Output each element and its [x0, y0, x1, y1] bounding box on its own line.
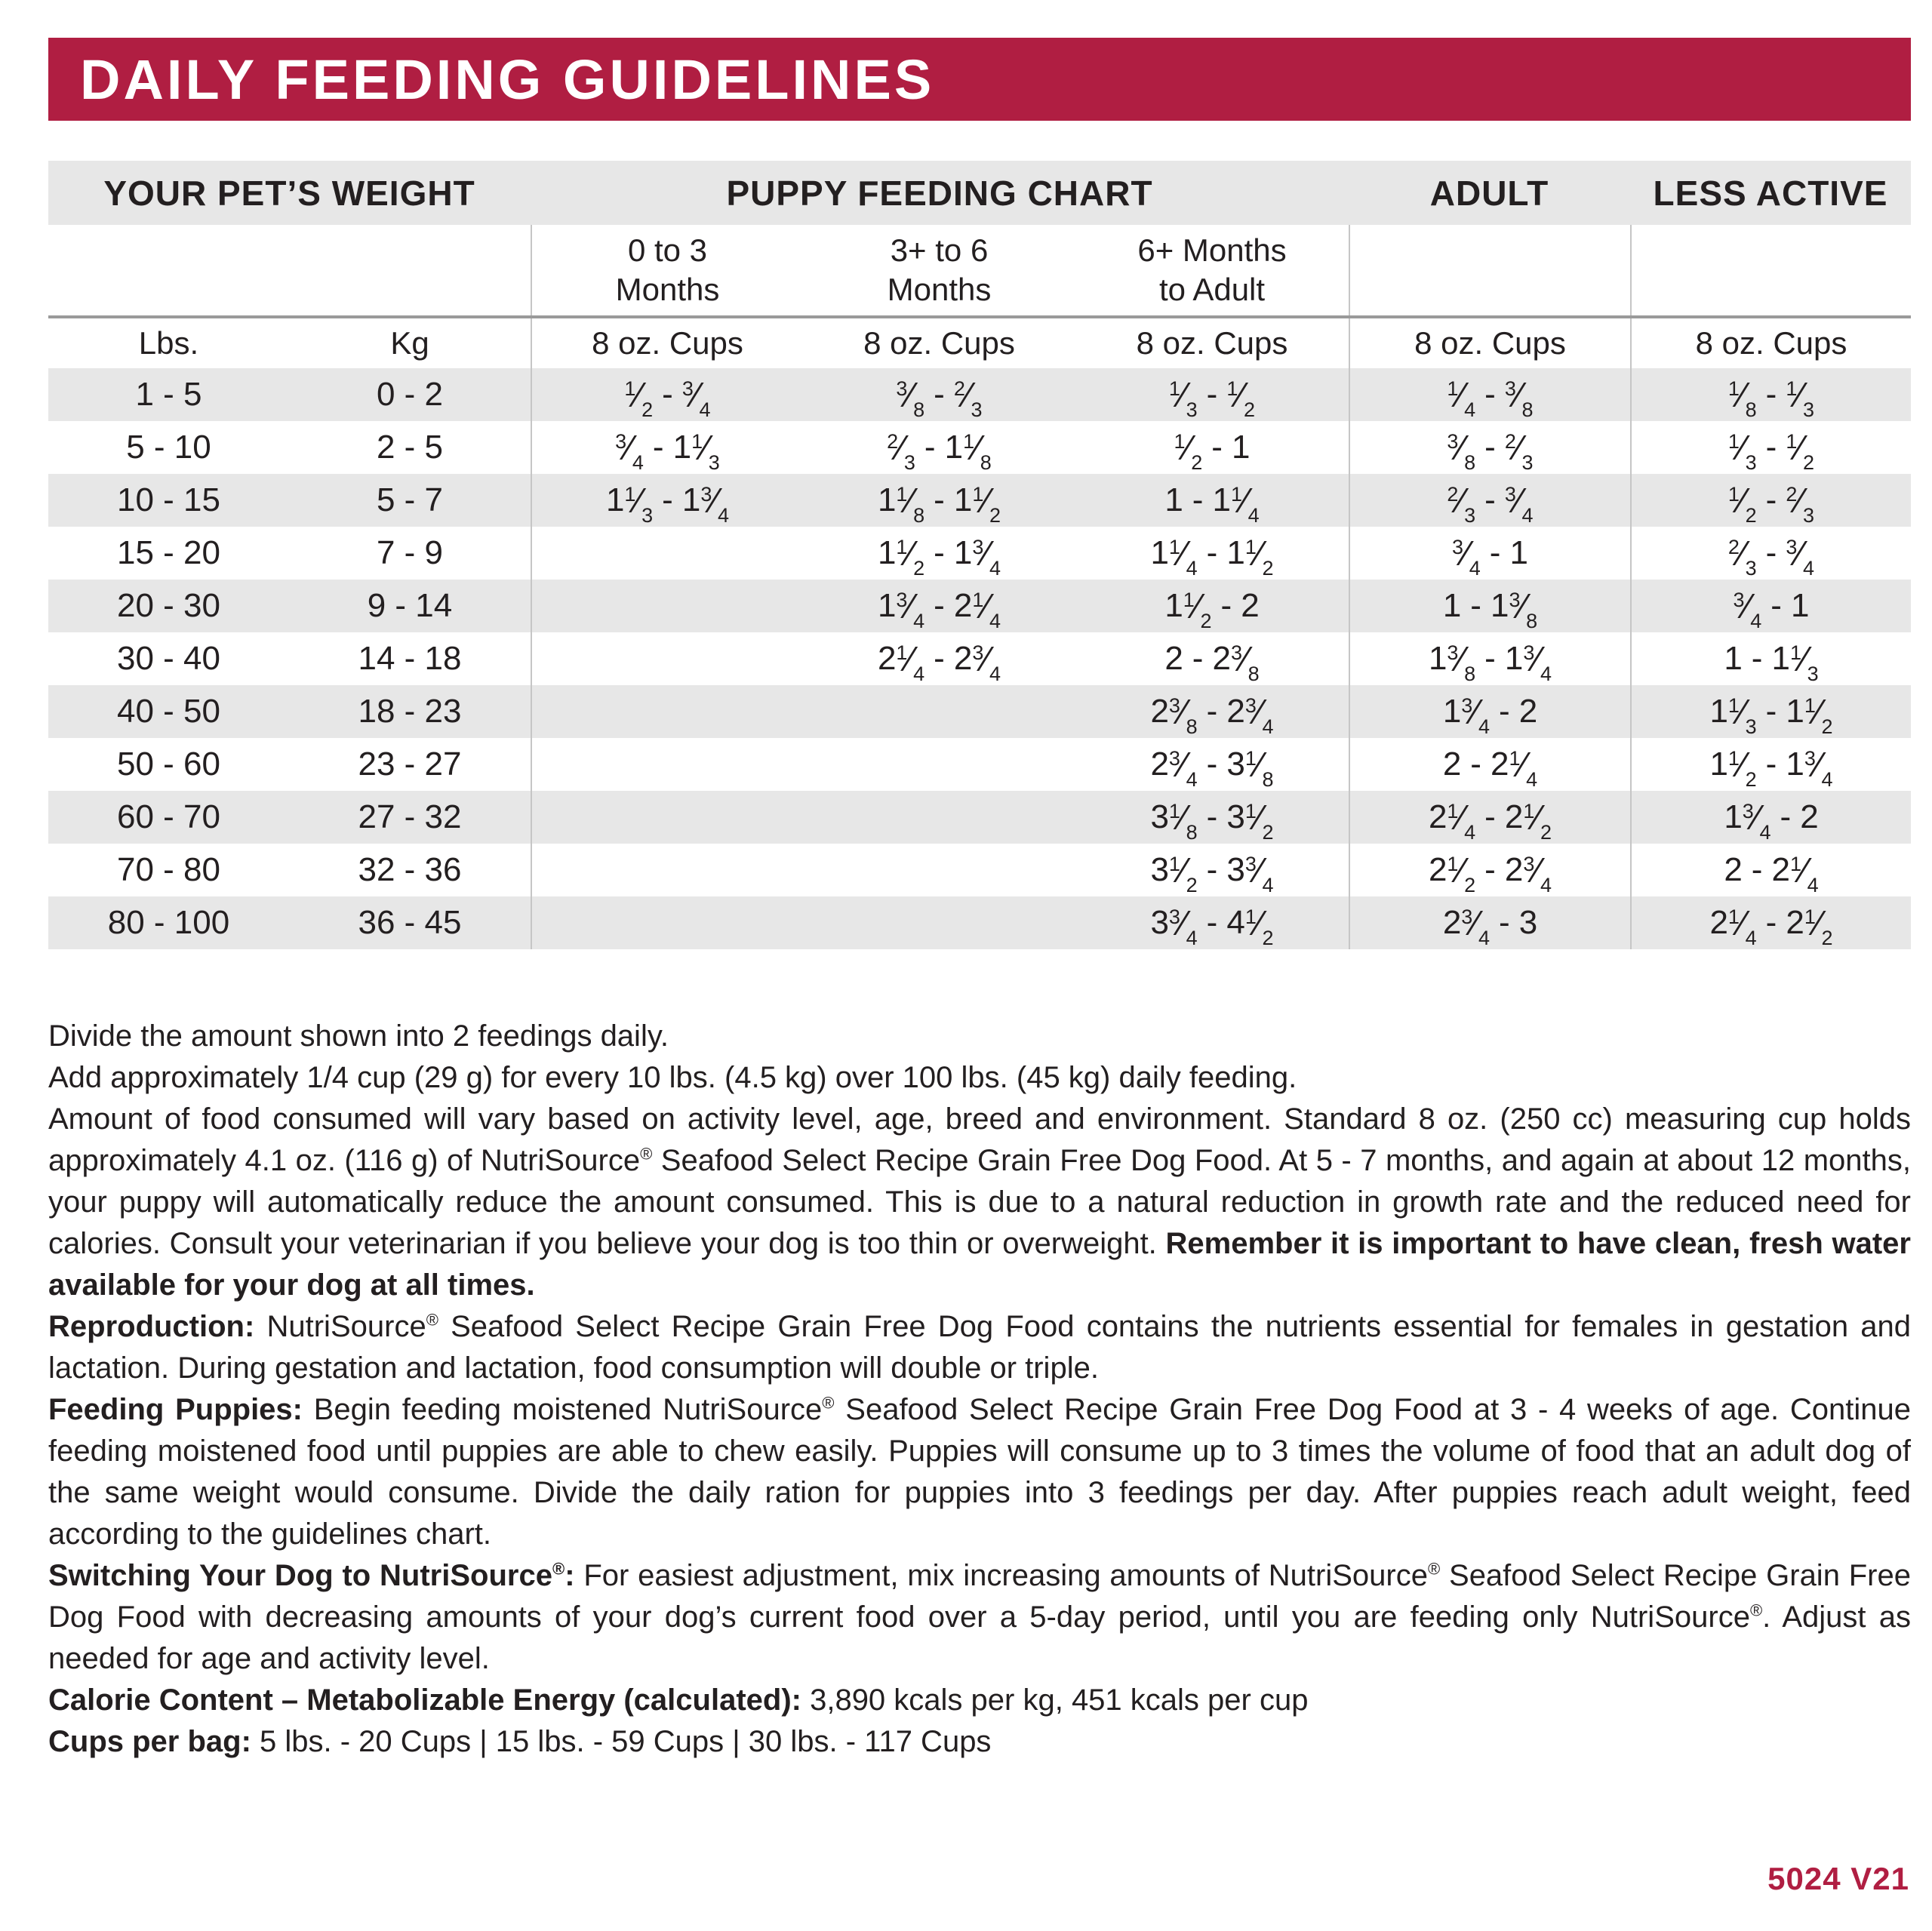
cups-cell: 3 3⁄4 - 4 1⁄2: [1150, 903, 1274, 949]
version-code: 5024 V21: [1767, 1861, 1909, 1896]
cups-cell: 1 - 1 3⁄8: [1349, 580, 1630, 632]
cups-cell: 2 - 2 1⁄4: [1630, 844, 1911, 896]
cups-cell: 2 3⁄4 - 3: [1349, 896, 1630, 949]
subheader-3-6-months: 3+ to 6 Months: [887, 232, 992, 307]
note-calorie-content: Calorie Content – Metabolizable Energy (calculated): 3,890 kcals per kg, 451 kcals per cup: [48, 1683, 1309, 1717]
cups-cell: 1 1⁄4 - 1 1⁄2: [1150, 533, 1274, 580]
cups-cell: 1 - 1 1⁄3: [1630, 632, 1911, 685]
cups-cell: 2 3⁄4 - 3 1⁄8: [1150, 745, 1274, 791]
cups-cell: 1⁄3 - 1⁄2: [1630, 421, 1911, 474]
feeding-table: [48, 161, 1911, 949]
subheader-empty-less-active: [1630, 225, 1911, 315]
cups-cell: [531, 580, 803, 632]
cups-cell: 1 - 1 1⁄4: [1164, 481, 1260, 527]
group-header-pet-weight: YOUR PET’S WEIGHT: [103, 173, 475, 213]
cups-cell: 2 3⁄8 - 2 3⁄4: [1150, 692, 1274, 738]
cups-cell: 3 1⁄2 - 3 3⁄4: [1150, 850, 1274, 896]
cups-cell: [531, 632, 803, 685]
unit-cups: 8 oz. Cups: [1630, 318, 1911, 368]
cups-cell: 3⁄4 - 1 1⁄3: [531, 421, 803, 474]
note-switching: Switching Your Dog to NutriSource®: For easiest adjustment, mix increasing amounts of NutriSource® Seafood Select Recipe Grain Free Dog Food with decreasing amounts of your dog’s current food over a 5-day period, until you are feeding only NutriSource®. Adjust as needed for age and activity level.: [48, 1559, 1911, 1675]
unit-lbs: Lbs.: [138, 325, 199, 361]
cups-cell: 2 1⁄4 - 2 1⁄2: [1349, 791, 1630, 844]
weight-cell: 40 - 50: [117, 693, 220, 730]
cups-cell: 1 1⁄2 - 1 3⁄4: [1630, 738, 1911, 791]
group-header-adult: ADULT: [1429, 173, 1549, 213]
cups-cell: 2 - 2 3⁄8: [1164, 639, 1260, 685]
note-cups-per-bag: Cups per bag: 5 lbs. - 20 Cups | 15 lbs. - 59 Cups | 30 lbs. - 117 Cups: [48, 1725, 992, 1758]
group-header-puppy-chart: PUPPY FEEDING CHART: [726, 173, 1153, 213]
note-feeding-puppies: Feeding Puppies: Begin feeding moistened NutriSource® Seafood Select Recipe Grain Free Dog Food at 3 - 4 weeks of age. Continue feeding moistened food until puppies are able to chew easily. Puppies will consume up to 3 times the volume of food that an adult dog of the same weight would consume. Divide the daily ration for puppies into 3 feedings per day. After puppies reach adult weight, feed according to the guidelines chart.: [48, 1393, 1911, 1551]
weight-cell: 10 - 15: [117, 481, 220, 518]
cups-cell: 2⁄3 - 3⁄4: [1349, 474, 1630, 527]
weight-cell: 0 - 2: [376, 376, 444, 413]
weight-cell: 1 - 5: [135, 376, 202, 413]
title-banner: [48, 38, 1911, 121]
weight-cell: 50 - 60: [117, 746, 220, 783]
weight-cell: 5 - 10: [126, 429, 211, 466]
cups-cell: [531, 685, 803, 738]
note-amount-paragraph: Amount of food consumed will vary based on activity level, age, breed and environment. Standard 8 oz. (250 cc) measuring cup holds approximately 4.1 oz. (116 g) of NutriSource® Seafood Select Recipe Grain Free Dog Food. At 5 - 7 months, and again at about 12 months, your puppy will automatically reduce the amount consumed. This is due to a natural reduction in growth rate and the reduced need for calories. Consult your veterinarian if you believe your dog is too thin or overweight. Remember it is important to have clean, fresh water available for your dog at all times.: [48, 1102, 1911, 1302]
note-divide: Divide the amount shown into 2 feedings daily.: [48, 1019, 669, 1053]
table-subheader-row: [48, 225, 1911, 315]
weight-cell: 32 - 36: [358, 851, 462, 888]
weight-cell: 7 - 9: [376, 534, 444, 571]
cups-cell: 1 1⁄3 - 1 1⁄2: [1630, 685, 1911, 738]
cups-cell: 3⁄8 - 2⁄3: [1349, 421, 1630, 474]
cups-cell: [531, 844, 803, 896]
cups-cell: 1⁄3 - 1⁄2: [1168, 375, 1256, 421]
weight-cell: 18 - 23: [358, 693, 462, 730]
cups-cell: 1⁄4 - 3⁄8: [1349, 368, 1630, 421]
cups-cell: 1 3⁄8 - 1 3⁄4: [1349, 632, 1630, 685]
cups-cell: 1 1⁄3 - 1 3⁄4: [531, 474, 803, 527]
table-row: [48, 632, 1911, 685]
cups-cell: 1 3⁄4 - 2 1⁄4: [877, 586, 1001, 632]
cups-cell: 1⁄2 - 3⁄4: [531, 368, 803, 421]
cups-cell: [803, 791, 1075, 844]
weight-cell: 14 - 18: [358, 640, 462, 677]
cups-cell: 1⁄2 - 1: [1174, 428, 1251, 474]
unit-cups: 8 oz. Cups: [863, 325, 1015, 361]
cups-cell: 3⁄4 - 1: [1630, 580, 1911, 632]
cups-cell: 2⁄3 - 1 1⁄8: [887, 428, 992, 474]
unit-cups: 8 oz. Cups: [1136, 325, 1288, 361]
cups-cell: [531, 738, 803, 791]
page-title: DAILY FEEDING GUIDELINES: [80, 48, 935, 111]
table-row: [48, 474, 1911, 527]
weight-cell: 23 - 27: [358, 746, 462, 783]
unit-kg: Kg: [390, 325, 429, 361]
cups-cell: 2 1⁄4 - 2 3⁄4: [877, 639, 1001, 685]
cups-cell: 2 1⁄4 - 2 1⁄2: [1630, 896, 1911, 949]
table-row: [48, 896, 1911, 949]
subheader-empty-adult: [1349, 225, 1630, 315]
table-group-header-row: [48, 161, 1911, 225]
unit-cups: 8 oz. Cups: [531, 318, 803, 368]
weight-cell: 27 - 32: [358, 798, 462, 835]
cups-cell: [803, 844, 1075, 896]
cups-cell: 1 3⁄4 - 2: [1349, 685, 1630, 738]
cups-cell: 1 1⁄2 - 2: [1164, 586, 1260, 632]
subheader-0-3-months: 0 to 3 Months: [531, 225, 803, 315]
table-row: [48, 844, 1911, 896]
cups-cell: 1 1⁄2 - 1 3⁄4: [877, 533, 1001, 580]
cups-cell: 3 1⁄8 - 3 1⁄2: [1150, 798, 1274, 844]
table-row: [48, 791, 1911, 844]
cups-cell: 2 1⁄2 - 2 3⁄4: [1349, 844, 1630, 896]
group-header-less-active: LESS ACTIVE: [1653, 173, 1888, 213]
weight-cell: 5 - 7: [376, 481, 444, 518]
cups-cell: [531, 527, 803, 580]
note-fresh-water-bold: Remember it is important to have clean, fresh water available for your dog at all times.: [48, 1227, 1911, 1302]
cups-cell: 1 1⁄8 - 1 1⁄2: [877, 481, 1001, 527]
cups-cell: 1⁄8 - 1⁄3: [1630, 368, 1911, 421]
weight-cell: 70 - 80: [117, 851, 220, 888]
subheader-empty: [289, 225, 531, 315]
weight-cell: 60 - 70: [117, 798, 220, 835]
cups-cell: 2⁄3 - 3⁄4: [1630, 527, 1911, 580]
cups-cell: [803, 685, 1075, 738]
weight-cell: 2 - 5: [376, 429, 444, 466]
weight-cell: 15 - 20: [117, 534, 220, 571]
subheader-6plus-months: 6+ Months to Adult: [1137, 232, 1287, 307]
note-reproduction: Reproduction: NutriSource® Seafood Select Recipe Grain Free Dog Food contains the nutrients essential for females in gestation and lactation. During gestation and lactation, food consumption will double or triple.: [48, 1310, 1911, 1385]
table-row: [48, 368, 1911, 421]
cups-cell: [531, 791, 803, 844]
cups-cell: [803, 738, 1075, 791]
table-row: [48, 738, 1911, 791]
cups-cell: 3⁄4 - 1: [1349, 527, 1630, 580]
table-unit-row: [48, 315, 1911, 368]
unit-cups: 8 oz. Cups: [1349, 318, 1630, 368]
feeding-notes: [48, 1016, 1911, 1763]
table-row: [48, 580, 1911, 632]
note-add-quarter-cup: Add approximately 1/4 cup (29 g) for every 10 lbs. (4.5 kg) over 100 lbs. (45 kg) daily feeding.: [48, 1061, 1297, 1094]
weight-cell: 36 - 45: [358, 904, 462, 941]
weight-cell: 80 - 100: [107, 904, 230, 941]
weight-cell: 9 - 14: [367, 587, 453, 624]
cups-cell: [803, 896, 1075, 949]
table-row: [48, 527, 1911, 580]
table-body: [48, 368, 1911, 949]
cups-cell: 3⁄8 - 2⁄3: [896, 375, 983, 421]
subheader-empty: [48, 225, 289, 315]
weight-cell: 30 - 40: [117, 640, 220, 677]
table-row: [48, 685, 1911, 738]
cups-cell: 1 3⁄4 - 2: [1630, 791, 1911, 844]
table-row: [48, 421, 1911, 474]
cups-cell: [531, 896, 803, 949]
cups-cell: 2 - 2 1⁄4: [1349, 738, 1630, 791]
weight-cell: 20 - 30: [117, 587, 220, 624]
cups-cell: 1⁄2 - 2⁄3: [1630, 474, 1911, 527]
